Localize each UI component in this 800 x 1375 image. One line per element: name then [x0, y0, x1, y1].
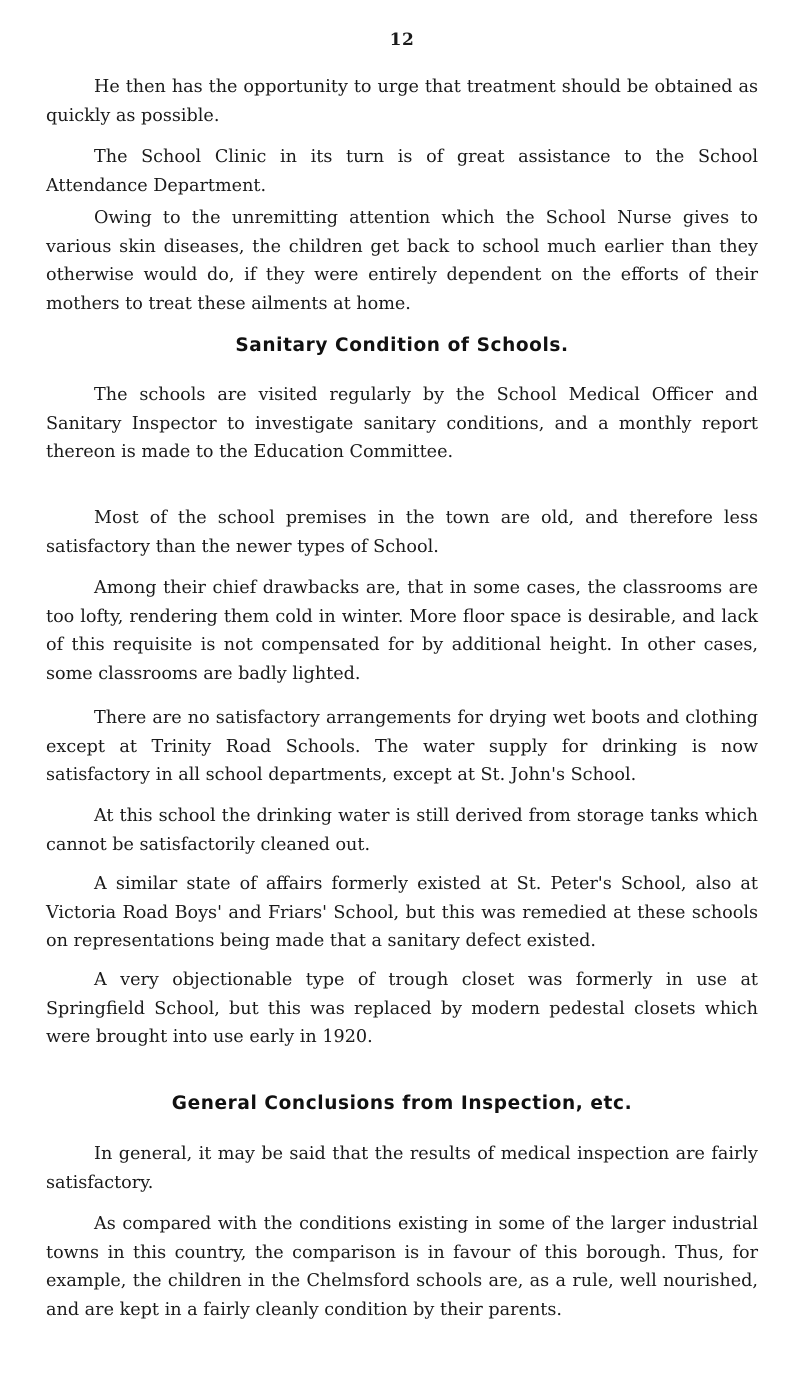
paragraph-sanitary-5: At this school the drinking water is still derived from storage tanks which cannot be satisfactorily cleaned out.: [46, 806, 758, 855]
paragraph-sanitary-1: The schools are visited regularly by the School Medical Officer and Sanitary Inspector to investigate sanitary conditions, and a monthly report thereon is made to the Education Committee.: [46, 385, 758, 462]
paragraph-sanitary-2: Most of the school premises in the town are old, and therefore less satisfactory than the newer types of School.: [46, 508, 758, 557]
page-number: 12: [389, 30, 415, 50]
paragraph-sanitary-3: Among their chief drawbacks are, that in some cases, the classrooms are too lofty, rendering them cold in winter. More floor space is desirable, and lack of this requisite is not compensated for by additional height. In other cases, some classrooms are badly lighted.: [46, 578, 758, 684]
paragraph-intro-2: The School Clinic in its turn is of great assistance to the School Attendance Department.: [46, 147, 758, 196]
paragraph-sanitary-6: A similar state of affairs formerly existed at St. Peter's School, also at Victoria Road Boys' and Friars' School, but this was remedied at these schools on representations being made that a sanitary defect existed.: [46, 874, 758, 951]
paragraph-conclusions-2: As compared with the conditions existing in some of the larger industrial towns in this country, the comparison is in favour of this borough. Thus, for example, the children in the Chelmsford schools are, as a rule, well nourished, and are kept in a fairly cleanly condition by their parents.: [46, 1214, 758, 1320]
heading-general-conclusions: General Conclusions from Inspection, etc.: [171, 1093, 633, 1114]
paragraph-sanitary-4: There are no satisfactory arrangements for drying wet boots and clothing except at Trinity Road Schools. The water supply for drinking is now satisfactory in all school departments, except at St. John's School.: [46, 708, 758, 785]
paragraph-intro-1: He then has the opportunity to urge that treatment should be obtained as quickly as possible.: [46, 77, 758, 126]
heading-sanitary-condition: Sanitary Condition of Schools.: [235, 335, 569, 356]
paragraph-conclusions-1: In general, it may be said that the results of medical inspection are fairly satisfactory.: [46, 1144, 758, 1193]
paragraph-sanitary-7: A very objectionable type of trough closet was formerly in use at Springfield School, but this was replaced by modern pedestal closets which were brought into use early in 1920.: [46, 970, 758, 1047]
paragraph-intro-3: Owing to the unremitting attention which the School Nurse gives to various skin diseases, the children get back to school much earlier than they otherwise would do, if they were entirely dependent on the efforts of their mothers to treat these ailments at home.: [46, 208, 758, 314]
